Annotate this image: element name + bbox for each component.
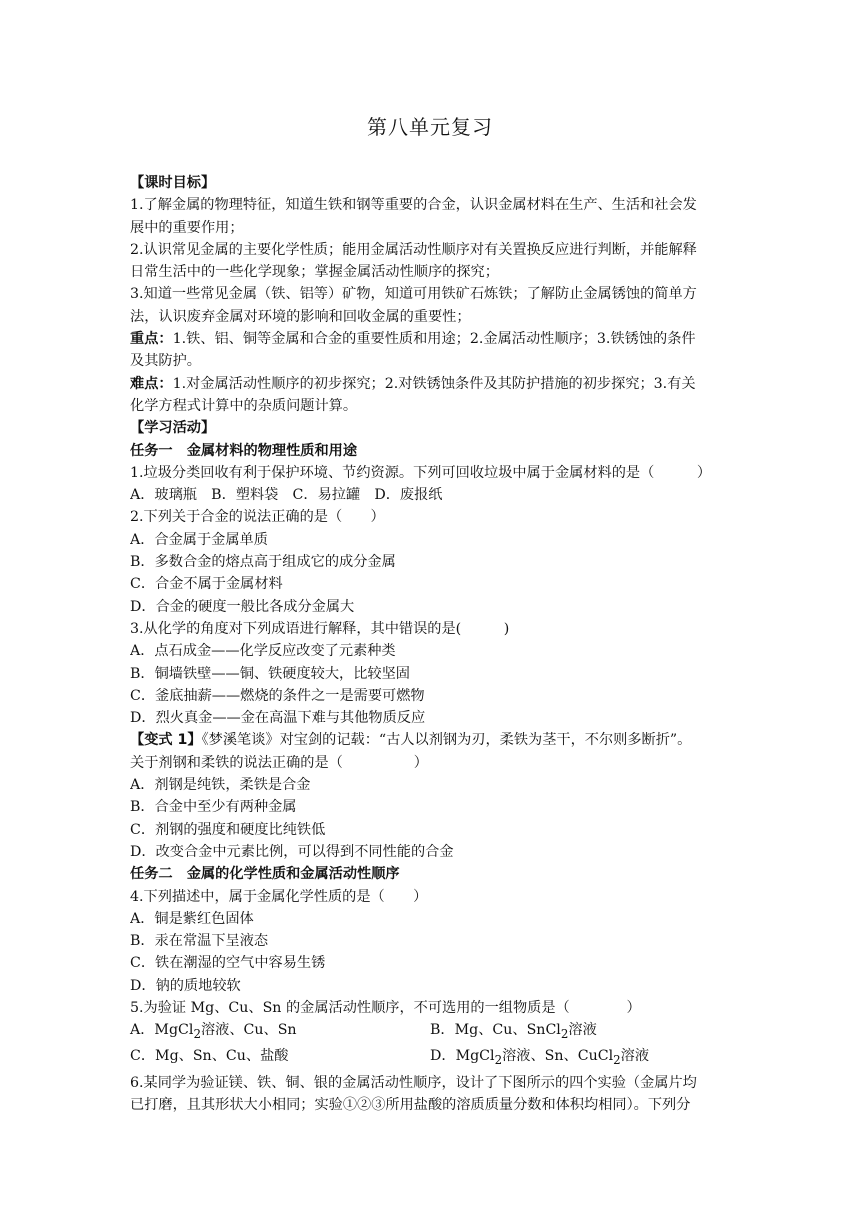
section-heading-goals: 【课时目标】 <box>130 175 216 191</box>
question-3: 3.从化学的角度对下列成语进行解释，其中错误的是( ) <box>130 620 510 637</box>
goal-1-line-1: 1.了解金属的物理特征，知道生铁和钢等重要的合金，认识金属材料在生产、生活和社会发 <box>130 197 697 214</box>
goal-3-line-1: 3.知道一些常见金属（铁、铝等）矿物，知道可用铁矿石炼铁；了解防止金属锈蚀的简单方 <box>130 286 697 303</box>
question-5-options-row-2 <box>130 1045 730 1071</box>
question-2-option-a: A．合金属于金属单质 <box>130 531 268 548</box>
key-points-label: 重点： <box>130 331 173 348</box>
question-3-option-c: C．釜底抽薪——燃烧的条件之一是需要可燃物 <box>130 687 425 704</box>
document-body <box>130 172 730 1116</box>
question-2-option-c: C．合金不属于金属材料 <box>130 576 283 593</box>
question-3-option-a: A．点石成金——化学反应改变了元素种类 <box>130 643 396 660</box>
question-4-option-a: A．铜是紫红色固体 <box>130 910 254 927</box>
question-2-option-b: B．多数合金的熔点高于组成它的成分金属 <box>130 554 396 571</box>
question-4-option-c: C．铁在潮湿的空气中容易生锈 <box>130 955 326 972</box>
variant-1-option-c: C．剂钢的强度和硬度比纯铁低 <box>130 821 326 838</box>
question-4: 4.下列描述中，属于金属化学性质的是（ ） <box>130 888 428 905</box>
q5-d-text-3: 溶液 <box>620 1048 650 1065</box>
question-5-option-d <box>430 1045 730 1071</box>
q5-a-text: A．MgCl <box>130 1022 194 1039</box>
question-3-option-b: B．铜墙铁壁——铜、铁硬度较大，比较坚固 <box>130 665 410 682</box>
variant-1-text: 《梦溪笔谈》对宝剑的记载：“古人以剂钢为刃，柔铁为茎干，不尔则多断折”。 <box>201 732 692 749</box>
key-points-text: 1.铁、铝、铜等金属和合金的重要性质和用途；2.金属活动性顺序；3.铁锈蚀的条件 <box>172 331 696 348</box>
key-points-line-1 <box>130 328 730 350</box>
q5-b-text-2: 溶液 <box>568 1022 597 1039</box>
question-5-option-b <box>430 1019 730 1045</box>
goal-3-line-2: 法，认识废弃金属对环境的影响和回收金属的重要性； <box>130 308 471 325</box>
variant-1-line-1 <box>130 729 730 751</box>
variant-1-label: 【变式 1】 <box>130 732 202 749</box>
q5-a-text-2: 溶液、Cu、Sn <box>200 1022 297 1039</box>
question-1: 1.垃圾分类回收有利于保护环境、节约资源。下列可回收垃圾中属于金属材料的是（ ） <box>130 464 712 481</box>
difficulty-line-2: 化学方程式计算中的杂质问题计算。 <box>130 397 358 414</box>
q5-b-subscript: 2 <box>560 1027 569 1042</box>
difficulty-text: 1.对金属活动性顺序的初步探究；2.对铁锈蚀条件及其防护措施的初步探究；3.有关 <box>172 375 696 392</box>
goal-2-line-2: 日常生活中的一些化学现象；掌握金属活动性顺序的探究； <box>130 264 499 281</box>
q5-d-text: D．MgCl <box>430 1048 495 1065</box>
task-1-heading: 任务一 金属材料的物理性质和用途 <box>130 442 358 459</box>
question-2: 2.下列关于合金的说法正确的是（ ） <box>130 509 385 526</box>
difficulty-label: 难点： <box>130 375 173 392</box>
q5-d-text-2: 溶液、Sn、CuCl <box>502 1048 614 1065</box>
question-5-options-row-1 <box>130 1019 730 1045</box>
question-4-option-d: D．钠的质地较软 <box>130 977 241 994</box>
difficulty-line-1 <box>130 373 730 395</box>
section-heading-activity: 【学习活动】 <box>130 420 216 437</box>
goal-2-line-1: 2.认识常见金属的主要化学性质；能用金属活动性顺序对有关置换反应进行判断，并能解释 <box>130 241 697 258</box>
q5-b-text: B．Mg、Cu、SnCl <box>430 1022 561 1039</box>
question-2-option-d: D．合金的硬度一般比各成分金属大 <box>130 598 355 615</box>
question-1-options: A．玻璃瓶 B．塑料袋 C．易拉罐 D．废报纸 <box>130 487 443 504</box>
q5-d-subscript-2: 2 <box>613 1053 621 1068</box>
variant-1-line-2: 关于剂钢和柔铁的说法正确的是（ ） <box>130 754 428 771</box>
goal-1-line-2: 展中的重要作用； <box>130 219 244 236</box>
variant-1-option-d: D．改变合金中元素比例，可以得到不同性能的合金 <box>130 843 454 860</box>
page-title: 第八单元复习 <box>367 115 493 139</box>
question-4-option-b: B．汞在常温下呈液态 <box>130 933 269 950</box>
q5-d-subscript-1: 2 <box>494 1053 503 1068</box>
question-5: 5.为验证 Mg、Cu、Sn 的金属活动性顺序，不可选用的一组物质是（ ） <box>130 999 641 1016</box>
question-6-line-2: 已打磨，且其形状大小相同；实验①②③所用盐酸的溶质质量分数和体积均相同）。下列分 <box>130 1096 691 1113</box>
q5-a-subscript: 2 <box>193 1027 201 1042</box>
key-points-line-2: 及其防护。 <box>130 353 201 370</box>
variant-1-option-a: A．剂钢是纯铁，柔铁是合金 <box>130 777 311 794</box>
question-5-option-a <box>130 1019 430 1045</box>
variant-1-option-b: B．合金中至少有两种金属 <box>130 799 297 816</box>
question-6-line-1: 6.某同学为验证镁、铁、铜、银的金属活动性顺序，设计了下图所示的四个实验（金属片均 <box>130 1074 697 1091</box>
task-2-heading: 任务二 金属的化学性质和金属活动性顺序 <box>130 866 400 883</box>
question-3-option-d: D．烈火真金——金在高温下难与其他物质反应 <box>130 710 426 727</box>
question-5-option-c: C．Mg、Sn、Cu、盐酸 <box>130 1048 289 1065</box>
